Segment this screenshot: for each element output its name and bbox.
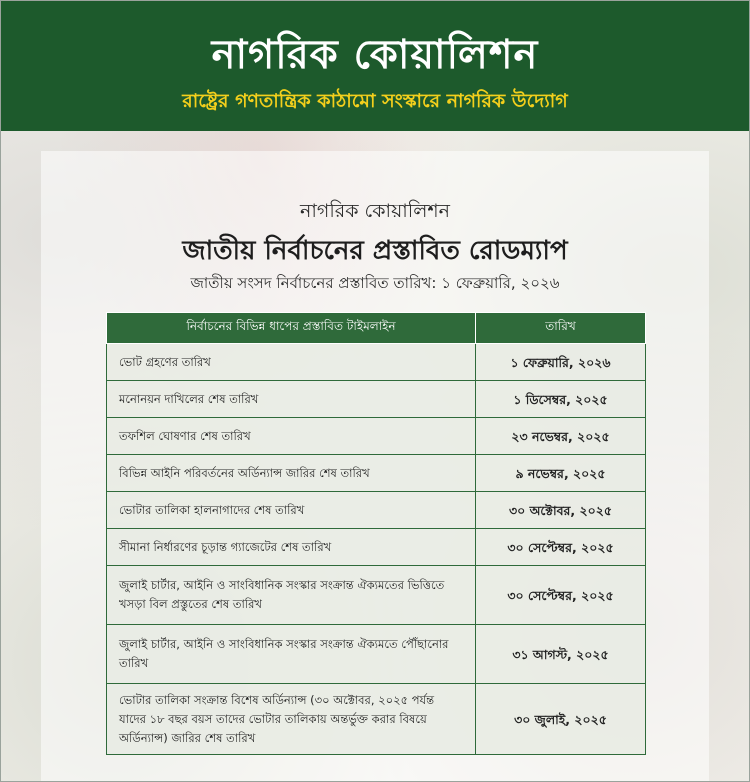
timeline-date: ৩০ জুলাই, ২০২৫: [476, 684, 646, 755]
timeline-step: মনোনয়ন দাখিলের শেষ তারিখ: [107, 381, 476, 418]
table-row: [107, 625, 646, 684]
timeline-step: ভোটার তালিকা সংক্রান্ত বিশেষ অর্ডিন্যান্স (৩০ অক্টোবর, ২০২৫ পর্যন্ত যাদের ১৮ বছর বয়স তাদের ভোটার তালিকায় অন্তর্ভুক্ত করার বিষয়ে অর্ডিন্যান্স) জারির শেষ তারিখ: [107, 684, 476, 755]
page-title: জাতীয় নির্বাচনের প্রস্তাবিত রোডম্যাপ: [182, 236, 568, 266]
timeline-step: ভোটার তালিকা হালনাগাদের শেষ তারিখ: [107, 492, 476, 529]
header-banner: [1, 1, 749, 131]
timeline-step: জুলাই চার্টার, আইনি ও সাংবিধানিক সংস্কার সংক্রান্ত ঐক্যমতের ভিত্তিতে খসড়া বিল প্রস্তুতের শেষ তারিখ: [107, 566, 476, 625]
proposed-date-subtitle: জাতীয় সংসদ নির্বাচনের প্রস্তাবিত তারিখ: ১ ফেব্রুয়ারি, ২০২৬: [190, 274, 560, 292]
timeline-step: বিভিন্ন আইনি পরিবর্তনের অর্ডিন্যান্স জারির শেষ তারিখ: [107, 455, 476, 492]
table-row: [107, 418, 646, 455]
table-row: [107, 566, 646, 625]
timeline-step: ভোট গ্রহণের তারিখ: [107, 344, 476, 381]
timeline-date: ১ ডিসেম্বর, ২০২৫: [476, 381, 646, 418]
table-row: [107, 344, 646, 381]
table-header-row: [107, 313, 646, 344]
column-header-date: তারিখ: [476, 313, 646, 344]
banner-title: নাগরিক কোয়ালিশন: [211, 32, 539, 78]
timeline-step: সীমানা নির্ধারণের চূড়ান্ত গ্যাজেটের শেষ তারিখ: [107, 529, 476, 566]
table-row: [107, 529, 646, 566]
table-row: [107, 492, 646, 529]
table-row: [107, 455, 646, 492]
timeline-date: ৩০ সেপ্টেম্বর, ২০২৫: [476, 529, 646, 566]
organization-name: নাগরিক কোয়ালিশন: [300, 200, 450, 222]
timeline-date: ২৩ নভেম্বর, ২০২৫: [476, 418, 646, 455]
roadmap-table: [106, 312, 646, 755]
timeline-date: ৩১ আগস্ট, ২০২৫: [476, 625, 646, 684]
table-row: [107, 684, 646, 755]
timeline-step: জুলাই চার্টার, আইনি ও সাংবিধানিক সংস্কার সংক্রান্ত ঐক্যমতে পৌঁছানোর তারিখ: [107, 625, 476, 684]
timeline-step: তফশিল ঘোষণার শেষ তারিখ: [107, 418, 476, 455]
timeline-date: ৯ নভেম্বর, ২০২৫: [476, 455, 646, 492]
banner-subtitle: রাষ্ট্রের গণতান্ত্রিক কাঠামো সংস্কারে নাগরিক উদ্যোগ: [182, 90, 568, 112]
table-row: [107, 381, 646, 418]
timeline-date: ৩০ অক্টোবর, ২০২৫: [476, 492, 646, 529]
column-header-timeline: নির্বাচনের বিভিন্ন ধাপের প্রস্তাবিত টাইমলাইন: [107, 313, 476, 344]
timeline-date: ১ ফেব্রুয়ারি, ২০২৬: [476, 344, 646, 381]
timeline-date: ৩০ সেপ্টেম্বর, ২০২৫: [476, 566, 646, 625]
